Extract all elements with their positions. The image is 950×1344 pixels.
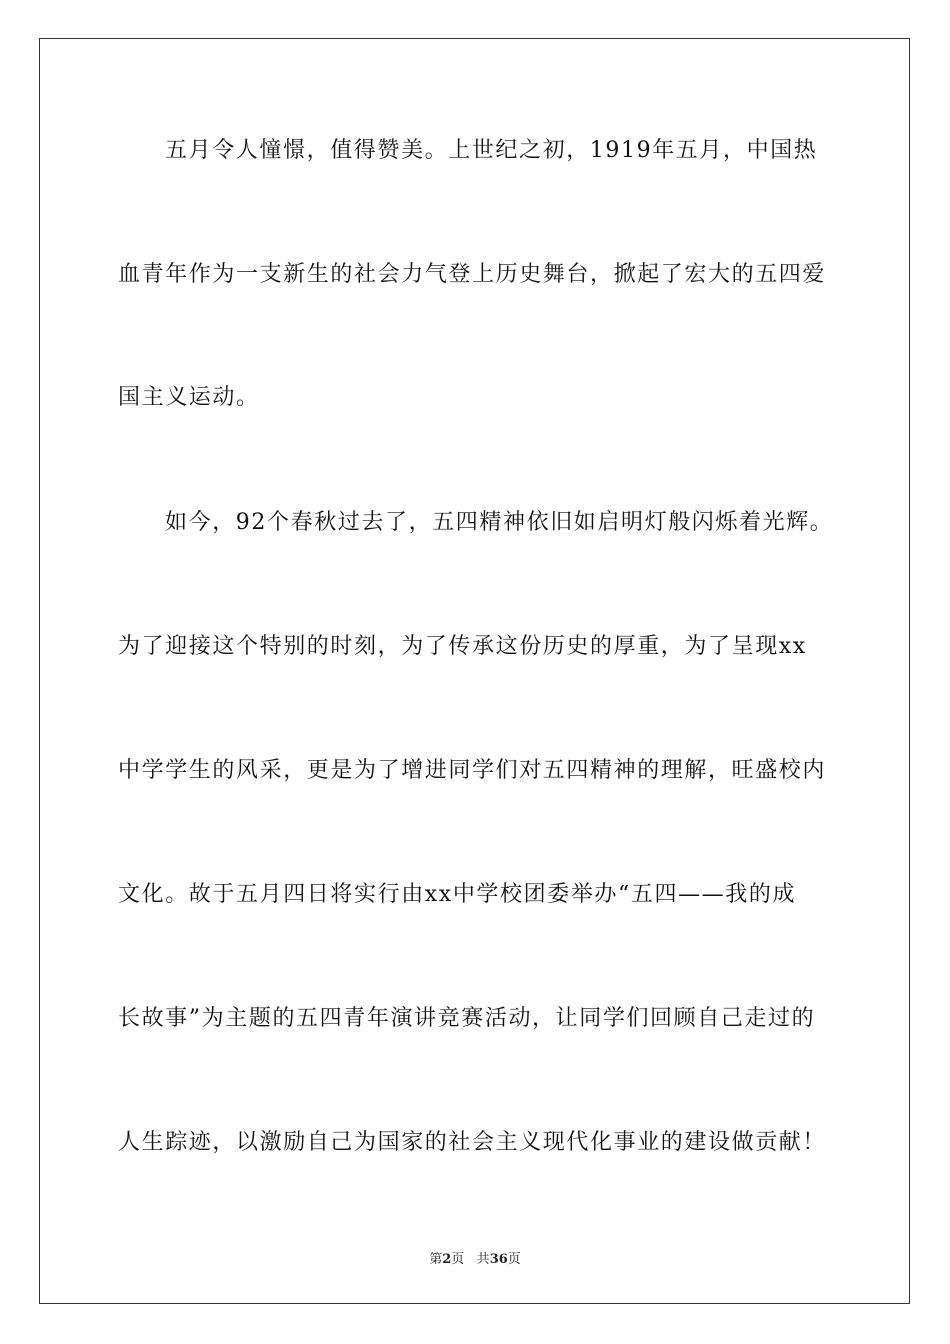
- footer-page-suffix: 页: [451, 1252, 465, 1267]
- page-border: [39, 38, 910, 1304]
- paragraph-2-line-1: 如今，92个春秋过去了，五四精神依旧如启明灯般闪烁着光辉。: [165, 510, 834, 535]
- paragraph-2-line-2: 为了迎接这个特别的时刻，为了传承这份历史的厚重，为了呈现xx: [118, 634, 807, 659]
- paragraph-1-line-3: 国主义运动。: [118, 385, 260, 410]
- paragraph-1-line-1: 五月令人憧憬，值得赞美。上世纪之初，1919年五月，中国热: [165, 138, 818, 163]
- footer-page-number: 2: [442, 1252, 452, 1267]
- footer-total-suffix: 页: [507, 1252, 521, 1267]
- page-footer: [0, 1248, 950, 1267]
- footer-prefix: 第: [429, 1252, 443, 1267]
- footer-total-prefix: 共: [476, 1252, 490, 1267]
- paragraph-2-line-5: 长故事”为主题的五四青年演讲竞赛活动，让同学们回顾自己走过的: [118, 1006, 816, 1031]
- paragraph-2-line-4: 文化。故于五月四日将实行由xx中学校团委举办“五四——我的成: [118, 882, 797, 907]
- paragraph-1-line-2: 血青年作为一支新生的社会力气登上历史舞台，掀起了宏大的五四爱: [118, 262, 827, 287]
- footer-total-pages: 36: [489, 1252, 508, 1267]
- paragraph-2-line-3: 中学学生的风采，更是为了增进同学们对五四精神的理解，旺盛校内: [118, 758, 827, 783]
- paragraph-2-line-6: 人生踪迹，以激励自己为国家的社会主义现代化事业的建设做贡献！: [118, 1130, 827, 1155]
